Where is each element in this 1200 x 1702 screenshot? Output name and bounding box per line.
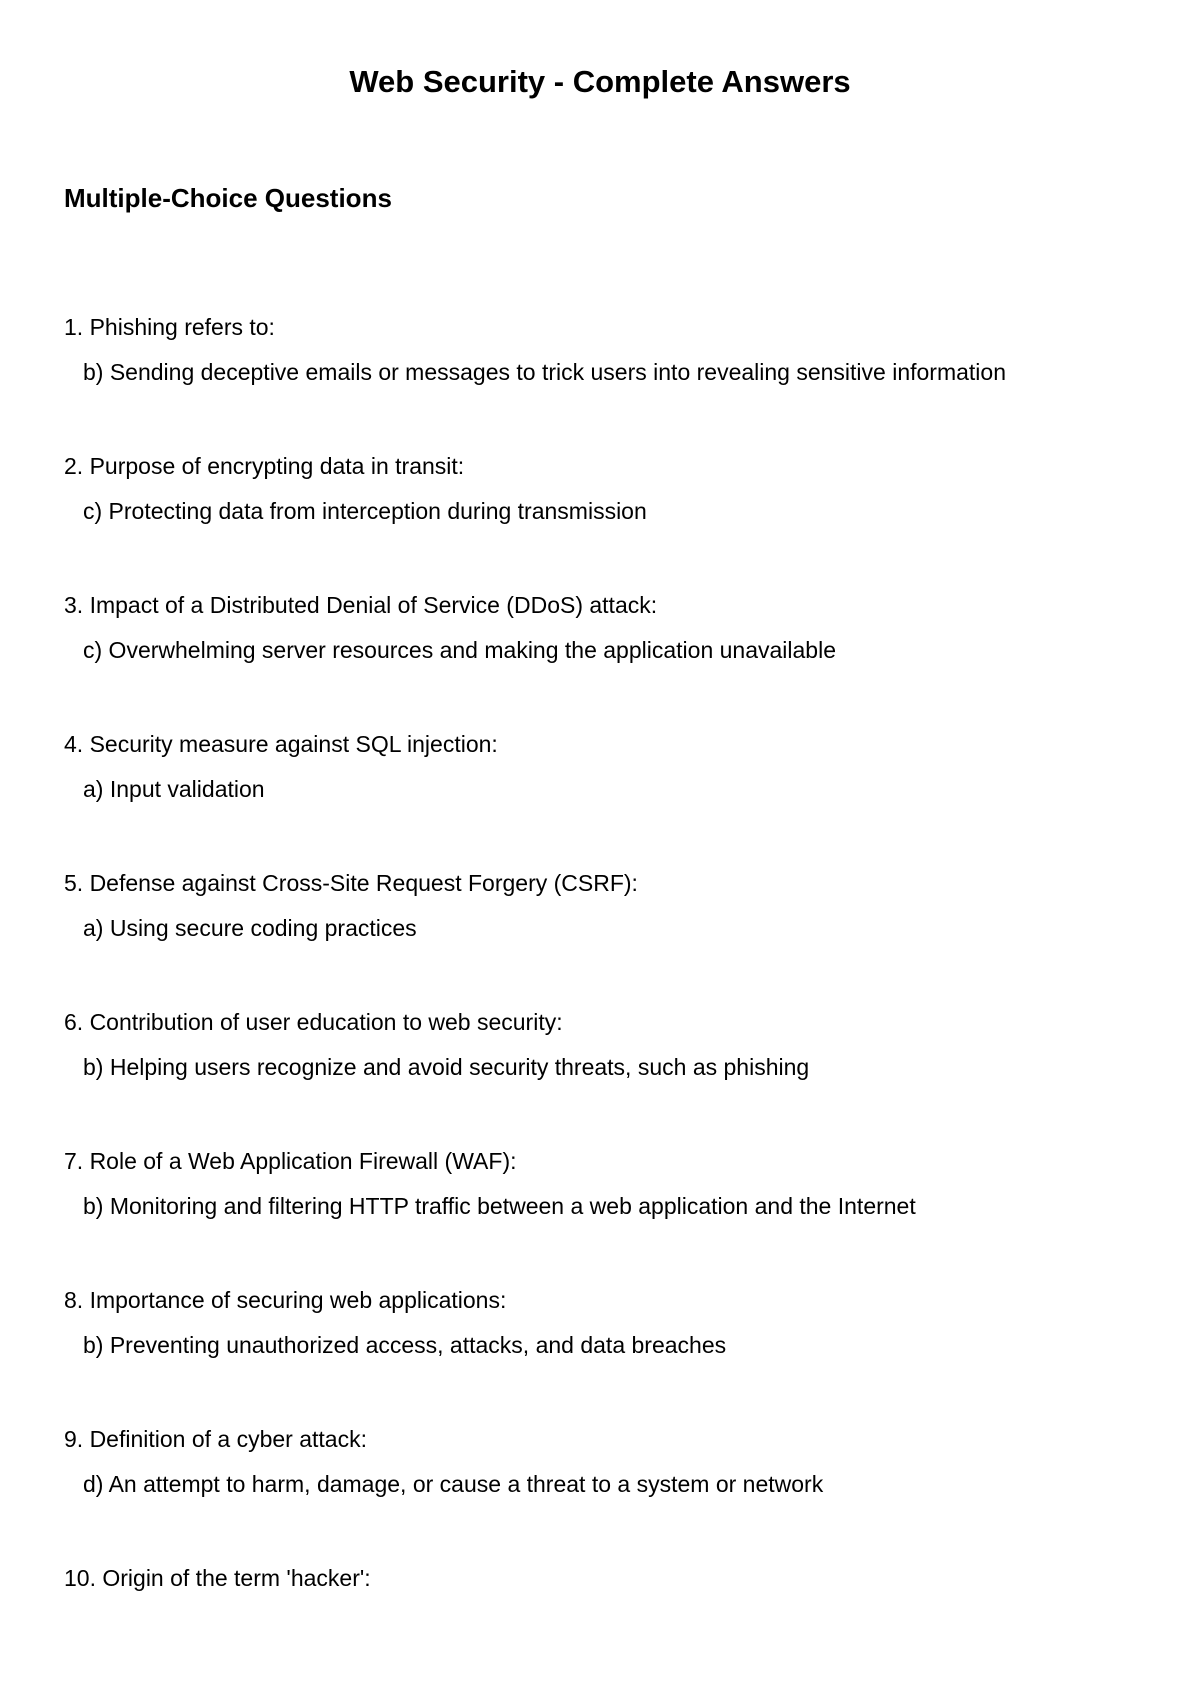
question-text: 8. Importance of securing web applications: xyxy=(64,1287,507,1313)
answer-text: c) Protecting data from interception during transmission xyxy=(83,498,647,524)
answer-text: a) Using secure coding practices xyxy=(83,915,417,941)
question-text: 2. Purpose of encrypting data in transit: xyxy=(64,453,465,479)
answer-text: b) Preventing unauthorized access, attacks, and data breaches xyxy=(83,1332,727,1358)
question-item xyxy=(64,729,1164,868)
answer-text: b) Helping users recognize and avoid security threats, such as phishing xyxy=(83,1054,810,1080)
answer-text: c) Overwhelming server resources and making the application unavailable xyxy=(83,637,836,663)
question-text: 4. Security measure against SQL injection: xyxy=(64,731,498,757)
question-item xyxy=(64,1146,1164,1285)
question-item xyxy=(64,868,1164,1007)
section-heading: Multiple-Choice Questions xyxy=(64,183,392,213)
question-text: 7. Role of a Web Application Firewall (WAF): xyxy=(64,1148,517,1174)
question-text: 5. Defense against Cross-Site Request Forgery (CSRF): xyxy=(64,870,638,896)
question-item xyxy=(64,1563,1164,1702)
question-text: 9. Definition of a cyber attack: xyxy=(64,1426,367,1452)
answer-text: b) Monitoring and filtering HTTP traffic between a web application and the Internet xyxy=(83,1193,916,1219)
question-item xyxy=(64,590,1164,729)
question-text: 1. Phishing refers to: xyxy=(64,314,275,340)
question-item xyxy=(64,1285,1164,1424)
question-item xyxy=(64,451,1164,590)
question-text: 10. Origin of the term 'hacker': xyxy=(64,1565,371,1591)
question-item xyxy=(64,1007,1164,1146)
question-item xyxy=(64,312,1164,451)
question-list xyxy=(64,312,1164,1702)
question-text: 6. Contribution of user education to web security: xyxy=(64,1009,563,1035)
answer-text: b) Sending deceptive emails or messages to trick users into revealing sensitive information xyxy=(83,359,1006,385)
question-text: 3. Impact of a Distributed Denial of Service (DDoS) attack: xyxy=(64,592,658,618)
question-item xyxy=(64,1424,1164,1563)
answer-text: d) An attempt to harm, damage, or cause a threat to a system or network xyxy=(83,1471,824,1497)
answer-text: a) Input validation xyxy=(83,776,265,802)
page-title: Web Security - Complete Answers xyxy=(349,64,851,99)
